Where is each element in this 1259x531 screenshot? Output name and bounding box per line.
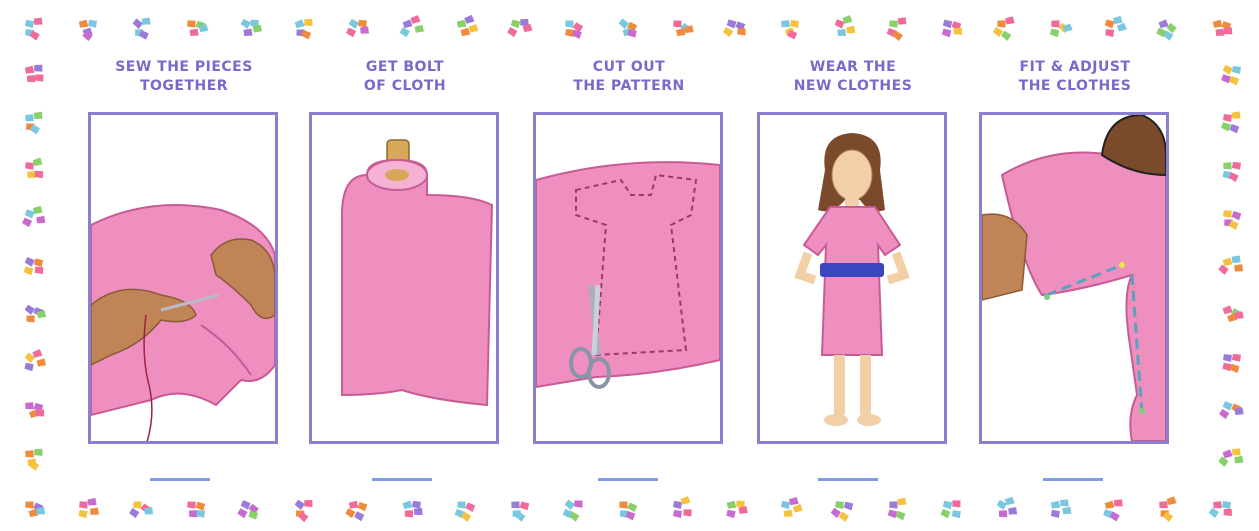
confetti-piece [1222, 161, 1232, 171]
confetti-piece [943, 20, 953, 29]
confetti-piece [21, 217, 32, 227]
confetti-piece [34, 266, 44, 275]
confetti-piece [32, 157, 44, 168]
confetti-piece [187, 501, 197, 510]
confetti-piece [943, 501, 953, 510]
confetti-piece [1116, 22, 1128, 33]
answer-blank-4 [818, 478, 878, 481]
confetti-piece [1232, 354, 1241, 362]
confetti-piece [303, 499, 313, 508]
confetti-piece [79, 501, 89, 510]
confetti-piece [940, 509, 951, 519]
confetti-piece [1050, 500, 1061, 511]
confetti-piece [1104, 19, 1114, 28]
caption-line-2: OF CLOTH [363, 78, 447, 94]
confetti-piece [564, 499, 576, 510]
bolt-of-cloth-illustration [312, 115, 496, 441]
confetti-piece [574, 500, 584, 509]
confetti-piece [78, 510, 87, 518]
confetti-piece [348, 18, 359, 29]
confetti-piece [510, 19, 520, 28]
confetti-piece [357, 502, 367, 512]
confetti-piece [843, 502, 853, 511]
confetti-piece [1217, 264, 1229, 275]
confetti-piece [187, 20, 197, 29]
confetti-piece [726, 500, 737, 511]
confetti-piece [89, 507, 100, 517]
illustration-frame [757, 112, 947, 444]
caption-line-1: SEW THE PIECES [115, 59, 253, 75]
confetti-piece [32, 205, 44, 216]
confetti-piece [33, 448, 43, 457]
confetti-piece [565, 20, 575, 29]
confetti-piece [33, 111, 44, 121]
caption-line-2: THE CLOTHES [1018, 78, 1132, 94]
panel-caption [533, 58, 725, 96]
confetti-piece [86, 497, 97, 507]
confetti-piece [196, 510, 205, 518]
confetti-piece [897, 16, 908, 26]
confetti-piece [1221, 74, 1231, 83]
confetti-piece [783, 509, 794, 519]
caption-line-1: WEAR THE [809, 59, 897, 75]
confetti-piece [413, 507, 424, 517]
confetti-piece [23, 266, 33, 275]
confetti-piece [303, 18, 313, 27]
confetti-piece [627, 29, 636, 37]
confetti-piece [1208, 507, 1220, 518]
confetti-piece [240, 19, 251, 30]
confetti-piece [896, 497, 907, 508]
confetti-piece [1232, 162, 1241, 170]
caption-line-2: THE PATTERN [573, 78, 685, 94]
confetti-piece [35, 215, 46, 225]
confetti-piece [834, 19, 845, 29]
answer-blank-5 [1043, 478, 1103, 481]
caption-line-2: NEW CLOTHES [793, 78, 913, 94]
confetti-piece [189, 28, 200, 38]
answer-blank-2 [372, 478, 432, 481]
confetti-piece [1212, 19, 1223, 30]
confetti-piece [998, 509, 1008, 518]
confetti-piece [294, 499, 306, 510]
confetti-piece [506, 27, 517, 38]
confetti-piece [399, 27, 410, 37]
confetti-piece [1231, 447, 1241, 457]
confetti-piece [1233, 455, 1244, 465]
confetti-piece [404, 509, 414, 518]
confetti-piece [845, 25, 856, 35]
panel-sew-pieces [88, 58, 280, 450]
confetti-piece [1222, 501, 1231, 509]
answer-blank-3 [598, 478, 658, 481]
confetti-piece [618, 18, 630, 29]
confetti-piece [33, 64, 43, 74]
confetti-piece [1223, 114, 1232, 122]
confetti-piece [737, 27, 747, 36]
confetti-piece [781, 501, 790, 509]
confetti-piece [26, 314, 36, 323]
confetti-piece [726, 19, 736, 28]
confetti-piece [33, 17, 44, 27]
illustration-frame [88, 112, 278, 444]
confetti-piece [951, 499, 961, 508]
confetti-piece [1232, 66, 1241, 74]
confetti-piece [952, 510, 961, 518]
confetti-piece [359, 25, 370, 35]
confetti-piece [457, 501, 467, 510]
confetti-piece [24, 363, 33, 371]
confetti-piece [237, 508, 248, 519]
confetti-piece [358, 20, 367, 28]
panel-caption [757, 58, 949, 96]
confetti-piece [683, 508, 693, 517]
confetti-piece [1231, 211, 1241, 221]
confetti-piece [344, 508, 355, 519]
confetti-piece [294, 19, 306, 30]
confetti-piece [1222, 305, 1234, 316]
confetti-piece [141, 16, 152, 26]
confetti-piece [132, 18, 144, 29]
panel-caption [979, 58, 1171, 96]
confetti-piece [345, 27, 356, 37]
confetti-piece [24, 113, 35, 123]
panel-caption [88, 58, 280, 96]
confetti-piece [722, 27, 733, 38]
confetti-piece [1004, 15, 1015, 26]
confetti-piece [790, 20, 799, 28]
confetti-piece [673, 501, 682, 509]
confetti-piece [1007, 506, 1018, 516]
confetti-piece [25, 162, 34, 170]
caption-line-1: GET BOLT [365, 59, 445, 75]
confetti-piece [248, 511, 258, 520]
caption-line-1: CUT OUT [592, 59, 666, 75]
confetti-piece [510, 500, 520, 510]
fitting-illustration [982, 115, 1166, 441]
panel-cut-pattern [533, 58, 725, 450]
confetti-piece [835, 501, 844, 509]
confetti-piece [1113, 498, 1123, 508]
confetti-piece [520, 501, 530, 510]
confetti-piece [24, 449, 35, 459]
girl-illustration [760, 115, 944, 441]
confetti-piece [36, 358, 47, 369]
confetti-piece [25, 20, 34, 28]
illustration-frame [979, 112, 1169, 444]
panel-fit-adjust [979, 58, 1171, 450]
confetti-piece [1050, 28, 1060, 37]
confetti-piece [1059, 498, 1069, 508]
confetti-piece [24, 257, 35, 267]
caption-line-1: FIT & ADJUST [1019, 59, 1131, 75]
confetti-piece [465, 502, 476, 512]
confetti-piece [953, 27, 963, 36]
confetti-piece [195, 502, 205, 511]
confetti-piece [1222, 65, 1233, 75]
confetti-piece [24, 304, 36, 315]
confetti-piece [1231, 110, 1242, 120]
confetti-piece [1233, 263, 1244, 273]
confetti-piece [1212, 500, 1223, 510]
panel-caption [309, 58, 501, 96]
confetti-piece [942, 28, 952, 37]
confetti-piece [1061, 506, 1072, 516]
confetti-piece [889, 20, 899, 29]
confetti-piece [1215, 28, 1226, 38]
confetti-piece [24, 401, 34, 411]
cutting-pattern-illustration [536, 115, 720, 441]
confetti-piece [836, 28, 847, 38]
confetti-piece [780, 19, 791, 29]
confetti-piece [412, 501, 421, 509]
confetti-piece [24, 209, 34, 219]
panel-wear-clothes [757, 58, 949, 450]
confetti-piece [128, 508, 139, 519]
confetti-piece [887, 509, 897, 518]
confetti-piece [1222, 401, 1233, 411]
confetti-piece [35, 74, 45, 83]
confetti-piece [1221, 122, 1231, 132]
confetti-piece [1217, 456, 1229, 467]
confetti-piece [888, 500, 898, 509]
confetti-piece [25, 501, 35, 510]
answer-blank-1 [150, 478, 210, 481]
confetti-piece [1223, 508, 1233, 517]
confetti-piece [619, 501, 629, 510]
confetti-piece [24, 65, 35, 76]
confetti-piece [792, 503, 804, 514]
confetti-piece [88, 20, 97, 28]
confetti-piece [1223, 354, 1232, 362]
confetti-piece [78, 19, 89, 30]
confetti-piece [354, 511, 365, 521]
illustration-frame [533, 112, 723, 444]
confetti-piece [726, 510, 736, 519]
confetti-piece [402, 500, 414, 511]
confetti-piece [673, 510, 682, 518]
confetti-piece [1223, 210, 1233, 219]
confetti-piece [243, 28, 254, 38]
confetti-piece [1104, 500, 1116, 511]
confetti-piece [1105, 29, 1114, 37]
confetti-piece [1231, 255, 1242, 265]
confetti-piece [1051, 510, 1060, 518]
panel-get-bolt [309, 58, 501, 450]
confetti-piece [414, 24, 425, 35]
confetti-piece [34, 258, 44, 267]
confetti-piece [26, 74, 36, 84]
confetti-piece [1158, 500, 1168, 510]
confetti-piece [1218, 409, 1229, 420]
illustration-frame [309, 112, 499, 444]
confetti-piece [1222, 363, 1231, 371]
sewing-illustration [91, 115, 275, 441]
caption-line-2: TOGETHER [139, 78, 229, 94]
confetti-piece [997, 20, 1007, 29]
